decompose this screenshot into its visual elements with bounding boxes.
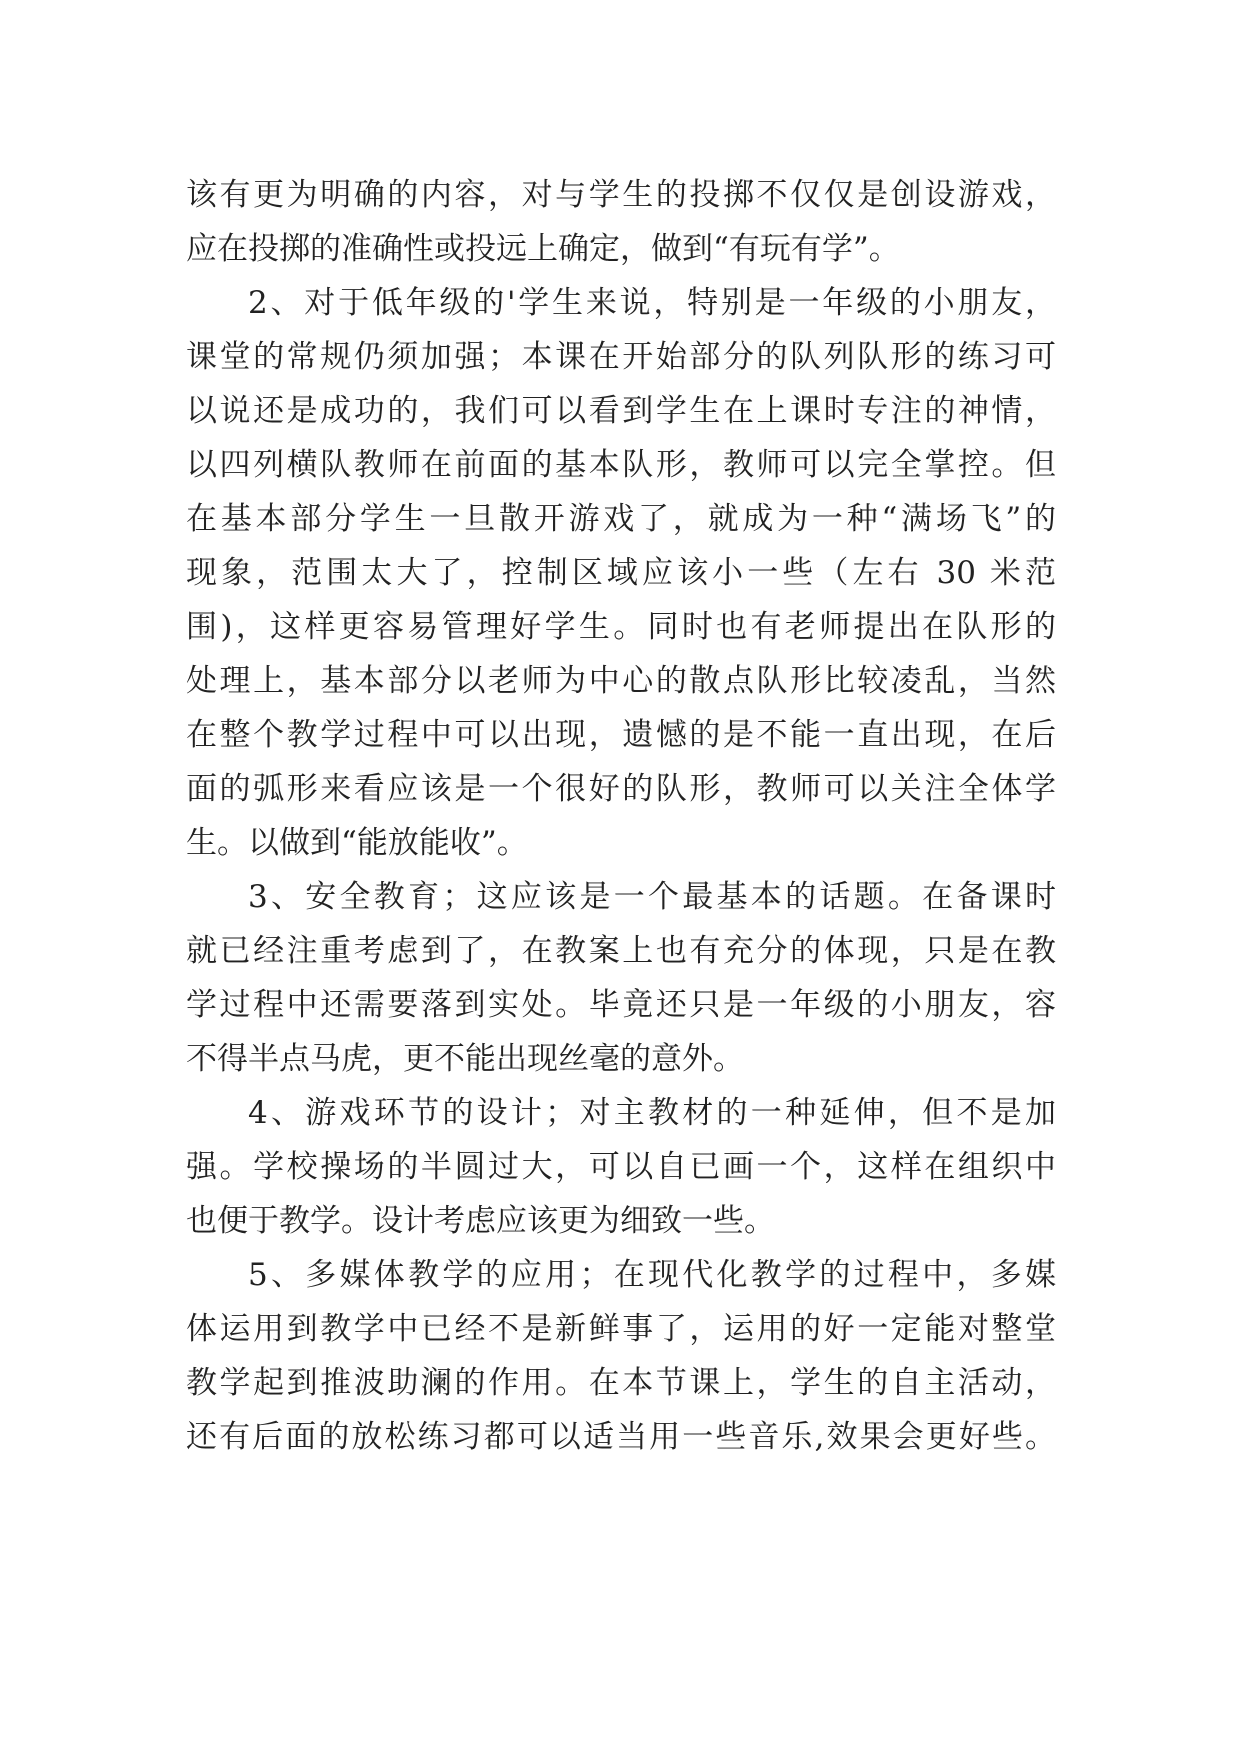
paragraph-first-line: 3、安全教育；这应该是一个最基本的话题。在备课时: [248, 879, 1056, 915]
text-line: 以说还是成功的，我们可以看到学生在上课时专注的神情，: [186, 393, 1056, 429]
text-line: 强。学校操场的半圆过大，可以自已画一个，这样在组织中: [186, 1149, 1056, 1185]
text-line: 围)，这样更容易管理好学生。同时也有老师提出在队形的: [186, 609, 1056, 645]
text-line: 面的弧形来看应该是一个很好的队形，教师可以关注全体学: [186, 771, 1056, 807]
paragraph-first-line: 5、多媒体教学的应用；在现代化教学的过程中，多媒: [248, 1257, 1056, 1293]
text-line: 课堂的常规仍须加强；本课在开始部分的队列队形的练习可: [186, 339, 1056, 375]
text-line: 不得半点马虎，更不能出现丝毫的意外。: [186, 1041, 744, 1077]
text-line: 教学起到推波助澜的作用。在本节课上，学生的自主活动，: [186, 1365, 1056, 1401]
text-line: 就已经注重考虑到了，在教案上也有充分的体现，只是在教: [186, 933, 1056, 969]
text-line: 以四列横队教师在前面的基本队形，教师可以完全掌控。但: [186, 447, 1056, 483]
text-line: 处理上，基本部分以老师为中心的散点队形比较凌乱，当然: [186, 663, 1056, 699]
text-line: 生。以做到“能放能收”。: [186, 825, 528, 861]
paragraph-first-line: 2、对于低年级的'学生来说，特别是一年级的小朋友，: [248, 285, 1056, 321]
text-line: 现象，范围太大了，控制区域应该小一些（左右 30 米范: [186, 555, 1056, 591]
text-line: 也便于教学。设计考虑应该更为细致一些。: [186, 1203, 775, 1239]
paragraph-first-line: 4、游戏环节的设计；对主教材的一种延伸，但不是加: [248, 1095, 1056, 1131]
text-line: 还有后面的放松练习都可以适当用一些音乐,效果会更好些。: [186, 1419, 1056, 1455]
text-line: 该有更为明确的内容，对与学生的投掷不仅仅是创设游戏，: [186, 177, 1056, 213]
text-line: 在整个教学过程中可以出现，遗憾的是不能一直出现，在后: [186, 717, 1056, 753]
text-line: 体运用到教学中已经不是新鲜事了，运用的好一定能对整堂: [186, 1311, 1056, 1347]
text-line: 应在投掷的准确性或投远上确定，做到“有玩有学”。: [186, 231, 900, 267]
document-body: [186, 168, 1056, 1464]
text-line: 在基本部分学生一旦散开游戏了，就成为一种“满场飞”的: [186, 501, 1056, 537]
text-line: 学过程中还需要落到实处。毕竟还只是一年级的小朋友，容: [186, 987, 1056, 1023]
